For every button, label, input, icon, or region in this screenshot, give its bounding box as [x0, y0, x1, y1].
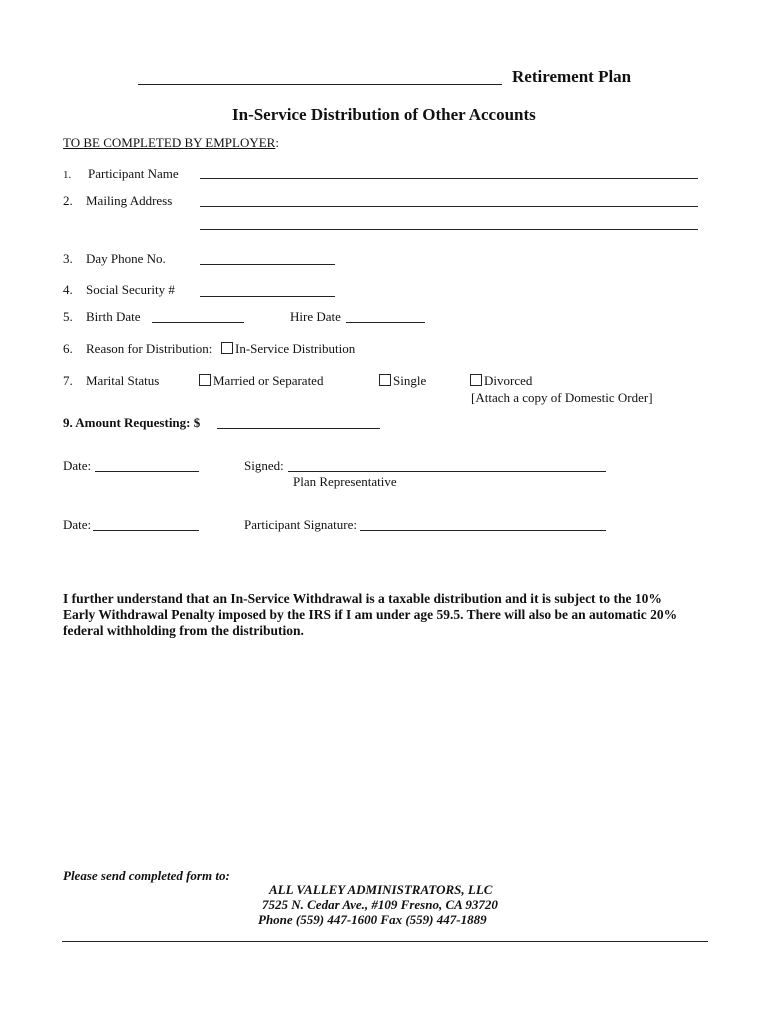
day-phone-label: Day Phone No. — [86, 251, 166, 266]
day-phone-field[interactable] — [200, 264, 335, 265]
date-label-2: Date: — [63, 517, 92, 532]
birth-date-field[interactable] — [152, 322, 244, 323]
mailing-address-field-1[interactable] — [200, 206, 698, 207]
single-option-label: Single — [393, 373, 427, 388]
field-7-number: 7. — [63, 373, 73, 388]
footer-divider — [62, 941, 708, 942]
amount-requesting-label: 9. Amount Requesting: $ — [63, 415, 201, 430]
mailing-address-label: Mailing Address — [86, 193, 173, 208]
marital-status-label: Marital Status — [86, 373, 160, 388]
plan-representative-caption: Plan Representative — [293, 474, 397, 489]
married-option[interactable] — [199, 373, 323, 389]
amount-requesting-field[interactable] — [217, 428, 380, 429]
domestic-order-note: [Attach a copy of Domestic Order] — [471, 390, 653, 405]
single-checkbox[interactable] — [379, 374, 391, 386]
plan-representative-signature-field[interactable] — [288, 471, 606, 472]
form-title: In-Service Distribution of Other Accounts — [232, 105, 536, 124]
single-option[interactable] — [379, 373, 426, 389]
field-3-number: 3. — [63, 251, 73, 266]
married-checkbox[interactable] — [199, 374, 211, 386]
field-4-number: 4. — [63, 282, 73, 297]
married-option-label: Married or Separated — [213, 373, 324, 388]
date-field-2[interactable] — [93, 530, 199, 531]
field-5-number: 5. — [63, 309, 73, 324]
mailing-address-field-2[interactable] — [200, 229, 698, 230]
birth-date-label: Birth Date — [86, 309, 141, 324]
divorced-option-label: Divorced — [484, 373, 533, 388]
section-label — [63, 135, 279, 151]
date-label-1: Date: — [63, 458, 92, 473]
company-address: 7525 N. Cedar Ave., #109 Fresno, CA 93720 — [262, 897, 498, 912]
participant-signature-label: Participant Signature: — [244, 517, 358, 532]
in-service-option[interactable] — [221, 341, 355, 357]
hire-date-field[interactable] — [346, 322, 425, 323]
in-service-checkbox[interactable] — [221, 342, 233, 354]
section-label-colon: : — [275, 135, 279, 150]
participant-name-field[interactable] — [200, 178, 698, 179]
notice-line-3: federal withholding from the distribution. — [63, 623, 304, 638]
in-service-option-label: In-Service Distribution — [235, 341, 356, 356]
date-field-1[interactable] — [95, 471, 199, 472]
send-form-label: Please send completed form to: — [63, 868, 230, 883]
reason-label: Reason for Distribution: — [86, 341, 213, 356]
signed-label: Signed: — [244, 458, 284, 473]
social-security-field[interactable] — [200, 296, 335, 297]
section-label-text: TO BE COMPLETED BY EMPLOYER — [63, 135, 276, 150]
plan-title: Retirement Plan — [512, 67, 632, 86]
field-1-number: 1. — [63, 169, 72, 181]
notice-line-1: I further understand that an In-Service Withdrawal is a taxable distribution and it is subject to the 10% — [63, 591, 662, 606]
field-6-number: 6. — [63, 341, 73, 356]
company-phone-fax: Phone (559) 447-1600 Fax (559) 447-1889 — [258, 912, 487, 927]
participant-name-label: Participant Name — [88, 166, 179, 181]
plan-name-line[interactable] — [138, 84, 502, 85]
field-2-number: 2. — [63, 193, 73, 208]
notice-line-2: Early Withdrawal Penalty imposed by the IRS if I am under age 59.5. There will also be an automatic 20% — [63, 607, 678, 622]
participant-signature-field[interactable] — [360, 530, 606, 531]
company-name: ALL VALLEY ADMINISTRATORS, LLC — [269, 882, 493, 897]
divorced-option[interactable] — [470, 373, 532, 389]
social-security-label: Social Security # — [86, 282, 175, 297]
divorced-checkbox[interactable] — [470, 374, 482, 386]
hire-date-label: Hire Date — [290, 309, 341, 324]
